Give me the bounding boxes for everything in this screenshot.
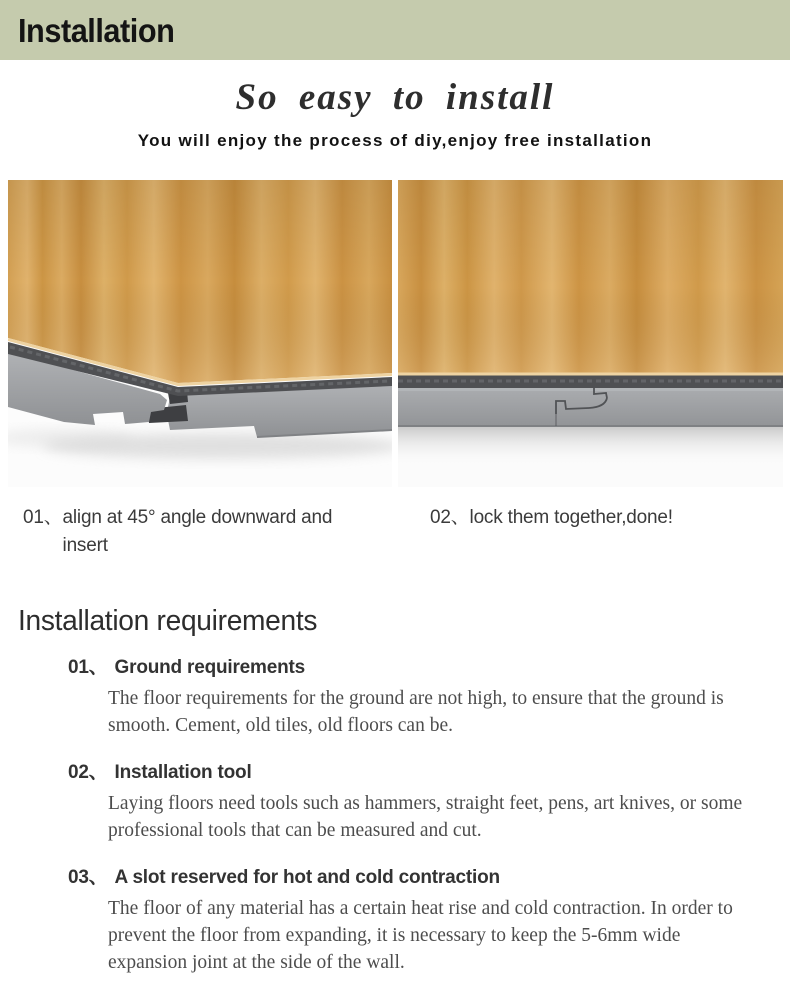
requirement-3-body: The floor of any material has a certain heat rise and cold contraction. In order to prevent the floor from expanding, it is necessary to keep the 5-6mm wide expansion joint at the side of the wall. xyxy=(108,898,733,973)
step1-caption-text: align at 45° angle downward and insert xyxy=(62,507,333,556)
step2-number: 02、 xyxy=(430,507,470,528)
requirement-item-ground xyxy=(68,656,790,739)
step-captions-row xyxy=(0,504,790,560)
step2-caption-text: lock them together,done! xyxy=(469,507,673,528)
step1-illustration-angled-insert xyxy=(8,180,392,487)
requirement-item-tools xyxy=(68,761,790,844)
requirement-1-heading: Ground requirements xyxy=(114,657,305,678)
section-banner xyxy=(0,0,790,60)
requirement-item-expansion-slot xyxy=(68,866,790,976)
requirement-2-heading: Installation tool xyxy=(114,762,252,783)
requirement-1-number: 01、 xyxy=(68,657,108,678)
requirement-3-heading: A slot reserved for hot and cold contraction xyxy=(114,867,500,888)
requirements-section xyxy=(0,604,790,976)
step1-image xyxy=(8,180,392,487)
requirement-3-number: 03、 xyxy=(68,867,108,888)
banner-title: Installation xyxy=(18,11,175,49)
hero-subtitle: You will enjoy the process of diy,enjoy free installation xyxy=(137,131,653,150)
step1-number: 01、 xyxy=(23,507,63,528)
plank-shadow xyxy=(398,427,783,465)
installation-steps xyxy=(0,180,790,560)
requirement-1-body: The floor requirements for the ground are not high, to ensure that the ground is smooth. Cement, old tiles, old floors can be. xyxy=(108,688,724,736)
step-images-row xyxy=(0,180,790,487)
step2-illustration-locked xyxy=(398,180,783,487)
requirements-list xyxy=(18,656,790,976)
step2-image xyxy=(398,180,783,487)
step1-caption xyxy=(23,504,430,560)
veneer-edge xyxy=(398,373,783,376)
requirement-2-body: Laying floors need tools such as hammers, straight feet, pens, art knives, or some professional tools that can be measured and cut. xyxy=(108,793,743,841)
requirements-title: Installation requirements xyxy=(18,605,318,637)
requirement-2-number: 02、 xyxy=(68,762,108,783)
hero-section xyxy=(0,75,790,153)
step2-caption xyxy=(430,504,673,560)
hero-title: So easy to install xyxy=(235,77,555,118)
